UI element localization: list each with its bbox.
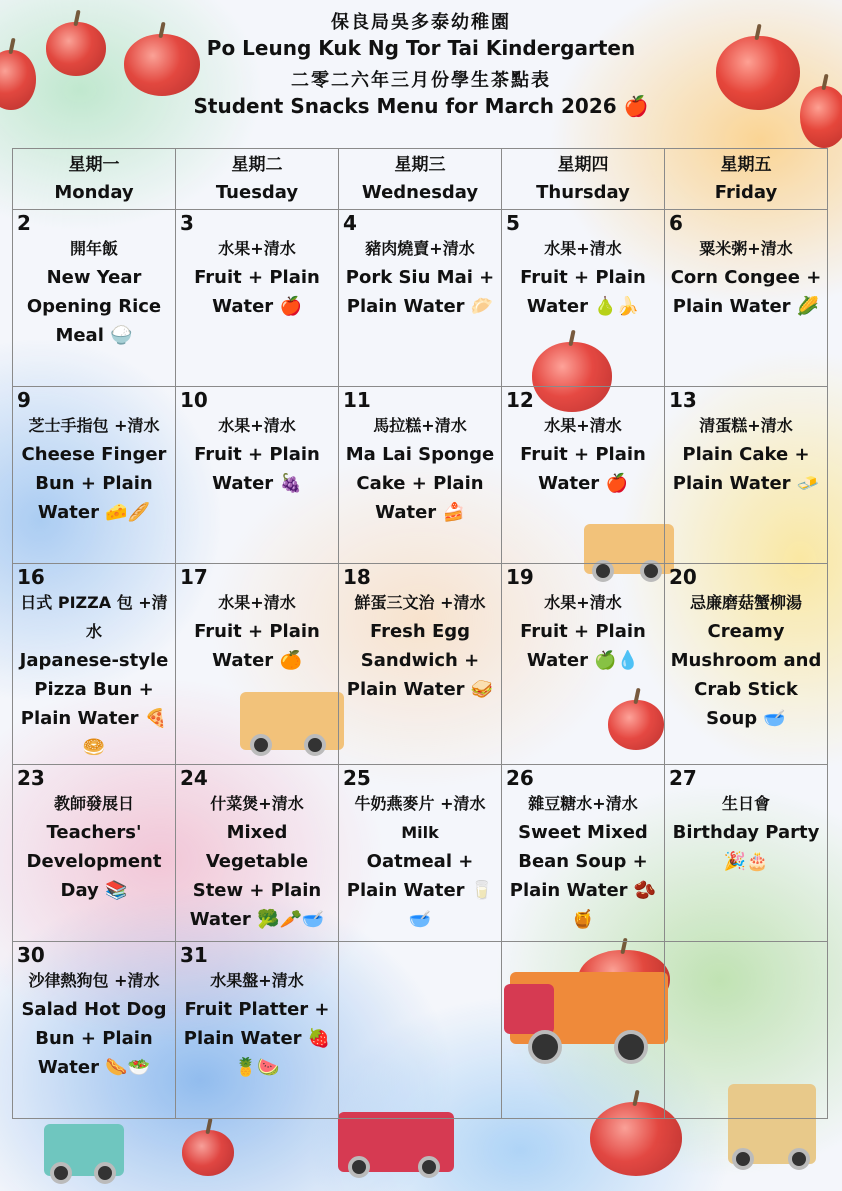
day-number: 12 bbox=[506, 388, 534, 412]
week-row bbox=[13, 210, 828, 387]
snack-name-en: Corn Congee + Plain Water 🌽 bbox=[670, 267, 822, 317]
weekday-zh: 星期二 bbox=[231, 155, 283, 175]
snack-name-zh: 什菜煲+清水 bbox=[210, 794, 304, 813]
menu-day-cell bbox=[13, 210, 176, 387]
page-header bbox=[0, 14, 842, 116]
week-row bbox=[13, 942, 828, 1119]
week-row bbox=[13, 765, 828, 942]
menu-day-cell bbox=[502, 387, 665, 564]
snack-name-en: Mixed Vegetable Stew + Plain Water 🥦🥕🥣 bbox=[189, 822, 325, 930]
snack-name-en: Cheese Finger Bun + Plain Water 🧀🥖 bbox=[21, 444, 167, 523]
day-number: 6 bbox=[669, 211, 683, 235]
weekday-en: Monday bbox=[54, 182, 134, 203]
weekday-zh: 星期三 bbox=[394, 155, 446, 175]
school-name-zh: 保良局吳多泰幼稚園 bbox=[331, 12, 511, 33]
menu-day-cell bbox=[665, 387, 828, 564]
weekday-zh: 星期一 bbox=[68, 155, 120, 175]
day-number: 3 bbox=[180, 211, 194, 235]
menu-day-cell bbox=[339, 387, 502, 564]
snack-name-en: Sweet Mixed Bean Soup + Plain Water 🫘🍯 bbox=[509, 822, 657, 930]
day-number: 27 bbox=[669, 766, 697, 790]
snack-name-en: Fruit + Plain Water 🍎 bbox=[194, 267, 320, 317]
menu-day-cell bbox=[502, 210, 665, 387]
day-number: 11 bbox=[343, 388, 371, 412]
snack-name-zh: 水果+清水 bbox=[218, 416, 296, 435]
day-number: 25 bbox=[343, 766, 371, 790]
day-number: 20 bbox=[669, 565, 697, 589]
day-number: 2 bbox=[17, 211, 31, 235]
day-number: 19 bbox=[506, 565, 534, 589]
day-number: 17 bbox=[180, 565, 208, 589]
snack-name-en: Fruit Platter + Plain Water 🍓🍍🍉 bbox=[183, 999, 331, 1078]
snack-name-zh: 水果+清水 bbox=[218, 239, 296, 258]
weekday-header bbox=[176, 149, 339, 210]
weekday-header bbox=[665, 149, 828, 210]
menu-day-cell bbox=[665, 210, 828, 387]
day-number: 4 bbox=[343, 211, 357, 235]
menu-day-cell bbox=[665, 765, 828, 942]
snack-name-en: New Year Opening Rice Meal 🍚 bbox=[26, 267, 162, 346]
menu-day-cell bbox=[176, 564, 339, 765]
snack-name-en: Fruit + Plain Water 🍊 bbox=[194, 621, 320, 671]
snack-name-zh: 水果+清水 bbox=[544, 416, 622, 435]
week-row bbox=[13, 387, 828, 564]
snack-name-zh: 鮮蛋三文治 +清水 bbox=[354, 593, 486, 612]
snack-name-zh: 牛奶燕麥片 +清水 Milk bbox=[354, 794, 486, 842]
menu-title-zh: 二零二六年三月份學生茶點表 bbox=[291, 70, 551, 91]
menu-day-cell bbox=[339, 210, 502, 387]
weekday-en: Friday bbox=[714, 182, 778, 203]
week-row bbox=[13, 564, 828, 765]
menu-day-cell bbox=[339, 564, 502, 765]
snack-name-zh: 馬拉糕+清水 bbox=[373, 416, 467, 435]
snack-name-en: Fruit + Plain Water 🍇 bbox=[194, 444, 320, 494]
snack-name-zh: 水果+清水 bbox=[218, 593, 296, 612]
weekday-header-row bbox=[13, 149, 828, 210]
snack-name-en: Salad Hot Dog Bun + Plain Water 🌭🥗 bbox=[21, 999, 167, 1078]
snack-name-zh: 生日會 bbox=[721, 794, 770, 813]
menu-day-cell bbox=[176, 210, 339, 387]
day-number: 26 bbox=[506, 766, 534, 790]
snack-name-zh: 粟米粥+清水 bbox=[699, 239, 793, 258]
menu-day-cell bbox=[502, 564, 665, 765]
menu-title-en: Student Snacks Menu for March 2026 🍎 bbox=[193, 94, 649, 118]
day-number: 23 bbox=[17, 766, 45, 790]
menu-day-cell bbox=[13, 564, 176, 765]
menu-day-cell bbox=[176, 765, 339, 942]
snack-name-en: Teachers' Development Day 📚 bbox=[26, 822, 162, 901]
weekday-zh: 星期五 bbox=[720, 155, 772, 175]
truck-decoration-icon bbox=[44, 1124, 124, 1176]
menu-day-cell bbox=[502, 942, 665, 1119]
snack-name-zh: 沙律熱狗包 +清水 bbox=[28, 971, 160, 990]
weekday-header bbox=[339, 149, 502, 210]
menu-day-cell bbox=[339, 942, 502, 1119]
snack-name-zh: 水果盤+清水 bbox=[210, 971, 304, 990]
day-number: 24 bbox=[180, 766, 208, 790]
school-name-en: Po Leung Kuk Ng Tor Tai Kindergarten bbox=[206, 36, 636, 60]
weekday-en: Thursday bbox=[536, 182, 630, 203]
day-number: 18 bbox=[343, 565, 371, 589]
menu-day-cell bbox=[339, 765, 502, 942]
apple-decoration-icon bbox=[182, 1130, 234, 1176]
weekday-en: Wednesday bbox=[361, 182, 479, 203]
snack-name-zh: 芝士手指包 +清水 bbox=[28, 416, 160, 435]
menu-day-cell bbox=[502, 765, 665, 942]
snack-name-zh: 雜豆糖水+清水 bbox=[528, 794, 638, 813]
snack-name-en: Oatmeal + Plain Water 🥛🥣 bbox=[346, 851, 494, 930]
weekday-header bbox=[502, 149, 665, 210]
snack-name-zh: 忌廉磨菇蟹柳湯 bbox=[689, 593, 802, 612]
snack-name-zh: 清蛋糕+清水 bbox=[699, 416, 793, 435]
snack-name-en: Fruit + Plain Water 🍐🍌 bbox=[520, 267, 646, 317]
weekday-en: Tuesday bbox=[215, 182, 299, 203]
snack-name-zh: 教師發展日 bbox=[53, 794, 134, 813]
menu-day-cell bbox=[665, 942, 828, 1119]
day-number: 5 bbox=[506, 211, 520, 235]
snack-name-en: Plain Cake + Plain Water 🧈 bbox=[672, 444, 820, 494]
snack-name-en: Creamy Mushroom and Crab Stick Soup 🥣 bbox=[670, 621, 822, 729]
day-number: 30 bbox=[17, 943, 45, 967]
snack-menu-table bbox=[12, 148, 828, 1119]
snack-name-en: Japanese-style Pizza Bun + Plain Water 🍕🥯 bbox=[19, 650, 169, 758]
weekday-header bbox=[13, 149, 176, 210]
snack-name-zh: 開年飯 bbox=[69, 239, 118, 258]
snack-name-en: Ma Lai Sponge Cake + Plain Water 🍰 bbox=[345, 444, 495, 523]
truck-decoration-icon bbox=[338, 1112, 454, 1172]
menu-day-cell bbox=[13, 387, 176, 564]
day-number: 16 bbox=[17, 565, 45, 589]
day-number: 10 bbox=[180, 388, 208, 412]
snack-name-en: Pork Siu Mai + Plain Water 🥟 bbox=[345, 267, 495, 317]
menu-day-cell bbox=[13, 765, 176, 942]
day-number: 31 bbox=[180, 943, 208, 967]
menu-day-cell bbox=[665, 564, 828, 765]
snack-name-en: Fruit + Plain Water 🍎 bbox=[520, 444, 646, 494]
menu-day-cell bbox=[13, 942, 176, 1119]
snack-name-zh: 水果+清水 bbox=[544, 239, 622, 258]
snack-name-zh: 水果+清水 bbox=[544, 593, 622, 612]
day-number: 9 bbox=[17, 388, 31, 412]
snack-name-en: Fresh Egg Sandwich + Plain Water 🥪 bbox=[346, 621, 494, 700]
snack-name-en: Birthday Party 🎉🎂 bbox=[672, 822, 820, 872]
snack-name-en: Fruit + Plain Water 🍏💧 bbox=[520, 621, 646, 671]
weekday-zh: 星期四 bbox=[557, 155, 609, 175]
menu-day-cell bbox=[176, 387, 339, 564]
menu-day-cell bbox=[176, 942, 339, 1119]
day-number: 13 bbox=[669, 388, 697, 412]
snack-name-zh: 豬肉燒賣+清水 bbox=[365, 239, 475, 258]
snack-name-zh: 日式 PIZZA 包 +清水 bbox=[20, 593, 168, 641]
